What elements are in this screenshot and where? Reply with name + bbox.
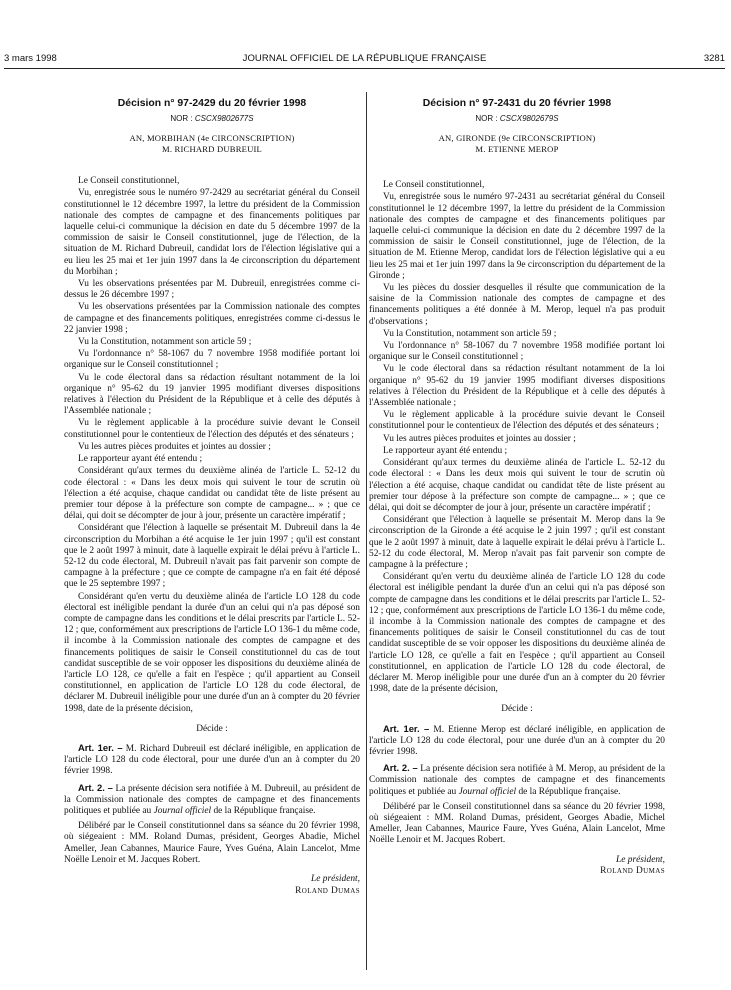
article-text: La présente décision sera notifiée à M. Dubreuil, au président de la Commission nationale des comptes de campagne et des financements politiques et publiée au xyxy=(64,783,360,816)
paragraph: Considérant que l'élection à laquelle se présentait M. Merop dans la 9e circonscription de la Gironde a été acquise le 2 juin 1997 ; qu'il est constant que le 2 août 1997 à minuit, date à laquelle expirait le délai prévu à l'article L. 52-12 du code électoral, M. Merop n'avait pas fait parvenir son compte de campagne à la préfecture ; xyxy=(369,515,665,570)
signature xyxy=(64,874,360,897)
signature xyxy=(369,855,665,878)
nor-label: NOR : xyxy=(170,114,193,124)
page-number: 3281 xyxy=(703,53,725,64)
paragraph: Vu, enregistrée sous le numéro 97-2429 au secrétariat général du Conseil constitutionnel le 12 décembre 1997, la lettre du président de la Commission nationale des comptes de campagne et des financements politiques par laquelle celui-ci communique la décision en date du 5 décembre 1997 de la commission de saisir le Conseil constitutionnel, juge de l'élection, de la situation de M. Richard Dubreuil, candidat lors de l'élection législative qui a eu lieu les 25 mai et 1er juin 1997 dans la 4e circonscription du département du Morbihan ; xyxy=(64,188,360,277)
header-rule xyxy=(4,68,725,69)
nor-code: CSCX9802677S xyxy=(194,114,254,124)
candidate-name: M. ETIENNE MEROP xyxy=(475,143,559,154)
nor-reference xyxy=(369,113,665,124)
paragraph: Vu le code électoral dans sa rédaction résultant notamment de la loi organique n° 95-62 du 19 janvier 1995 modifiant diverses dispositions relatives à l'élection du Président de la République et à celle des députés à l'Assemblée nationale ; xyxy=(369,364,665,409)
paragraph: Vu les pièces du dossier desquelles il résulte que communication de la saisine de la Commission nationale des comptes de campagne et des financements politiques a été donnée à M. Merop, lequel n'a pas produit d'observations ; xyxy=(369,283,665,327)
paragraph: Vu le règlement applicable à la procédure suivie devant le Conseil constitutionnel pour le contentieux de l'élection des députés et des sénateurs ; xyxy=(369,410,665,432)
paragraph: Le rapporteur ayant été entendu ; xyxy=(383,445,508,456)
article-1 xyxy=(369,723,665,759)
decision-body xyxy=(64,176,360,715)
paragraph: Vu les observations présentées par M. Dubreuil, enregistrées comme ci-dessus le 26 décembre 1997 ; xyxy=(64,279,360,301)
decision-column-left xyxy=(64,92,360,897)
article-label: Art. 2. – xyxy=(78,781,113,793)
paragraph: Considérant qu'aux termes du deuxième alinéa de l'article L. 52-12 du code électoral : « Dans les deux mois qui suivent le tour de scrutin où l'élection a été acquise, chaque candidat ou candidat tête de liste présent au premier tour dépose à la préfecture son compte de campagne... » ; que ce délai, qui doit se décompter de jour à jour, présente un caractère impératif ; xyxy=(369,458,665,513)
paragraph: Vu les observations présentées par la Commission nationale des comptes de campagne et des financements politiques, enregistrées comme ci-dessus le 22 janvier 1998 ; xyxy=(64,302,360,335)
issue-date: 3 mars 1998 xyxy=(4,53,57,64)
journal-officiel-mention: Journal officiel xyxy=(458,786,517,797)
article-text-end: de la République française. xyxy=(516,786,621,797)
article-text-end: de la République française. xyxy=(211,805,316,816)
paragraph: Le Conseil constitutionnel, xyxy=(78,176,180,187)
signature-name: Roland Dumas xyxy=(600,866,665,877)
decision-title: Décision n° 97-2431 du 20 février 1998 xyxy=(422,98,612,109)
paragraph: Considérant que l'élection à laquelle se présentait M. Dubreuil dans la 4e circonscription du Morbihan a été acquise le 1er juin 1997 ; qu'il est constant que le 2 août 1997 à minuit, date à laquelle expirait le délai prévu à l'article L. 52-12 du code électoral, M. Dubreuil n'avait pas fait parvenir son compte de campagne à la préfecture ; que ce compte de campagne n'a en fait été déposé que le 25 septembre 1997 ; xyxy=(64,523,360,590)
deliberation: Délibéré par le Conseil constitutionnel dans sa séance du 20 février 1998, où siégeaient : MM. Roland Dumas, président, Georges Abadie, Michel Ameller, Jean Cabannes, Maurice Faure, Yves Guéna, Alain Lancelot, Mme Noëlle Lenoir et M. Jacques Robert. xyxy=(64,821,360,865)
paragraph: Vu la Constitution, notamment son article 59 ; xyxy=(78,337,252,348)
article-2 xyxy=(64,782,360,818)
paragraph: Considérant qu'aux termes du deuxième alinéa de l'article L. 52-12 du code électoral : « Dans les deux mois qui suivent le tour de scrutin où l'élection a été acquise, chaque candidat ou candidat tête de liste présent au premier tour dépose à la préfecture son compte de campagne... » ; que ce délai, qui doit se décompter de jour à jour, présente un caractère impératif ; xyxy=(64,466,360,522)
signature-role: Le président, xyxy=(616,854,665,865)
article-text: M. Etienne Merop est déclaré inéligible, en application de l'article LO 128 du code électoral, pour une durée d'un an à compter du 20 février 1998. xyxy=(369,724,666,757)
paragraph: Vu les autres pièces produites et jointes au dossier ; xyxy=(78,441,271,452)
circonscription: AN, GIRONDE (9e CIRCONSCRIPTION) xyxy=(438,133,596,144)
paragraph: Vu l'ordonnance n° 58-1067 du 7 novembre 1958 modifiée portant loi organique sur le Conseil constitutionnel ; xyxy=(369,341,665,363)
paragraph: Vu le code électoral dans sa rédaction résultant notamment de la loi organique n° 95-62 du 19 janvier 1995 modifiant diverses dispositions relatives à l'élection du Président de la République et à celle des députés à l'Assemblée nationale ; xyxy=(64,372,360,417)
paragraph: Vu le règlement applicable à la procédure suivie devant le Conseil constitutionnel pour le contentieux de l'élection des députés et des sénateurs ; xyxy=(64,418,360,440)
nor-reference xyxy=(64,113,360,124)
paragraph: Vu, enregistrée sous le numéro 97-2431 au secrétariat général du Conseil constitutionnel le 12 décembre 1997, la lettre du président de la Commission nationale des comptes de campagne et des financements politiques par laquelle celui-ci communique la décision en date du 2 décembre 1997 de la commission de saisir le Conseil constitutionnel, juge de l'élection, de la situation de M. Etienne Merop, candidat lors de l'élection législative qui a eu lieu les 25 mai et 1er juin 1997 dans la 9e circonscription du département de la Gironde ; xyxy=(369,192,665,281)
paragraph: Considérant qu'en vertu du deuxième alinéa de l'article LO 128 du code électoral est inéligible pendant la durée d'un an celui qui n'a pas déposé son compte de campagne dans les conditions et le délai prescrits par l'article L. 52-12 ; que, conformément aux prescriptions de l'article LO 136-1 du même code, il incombe à la Commission nationale des comptes de campagne et des financements politiques de saisir le Conseil constitutionnel du cas de tout candidat susceptible de se voir opposer les dispositions du deuxième alinéa de l'article LO 128, ce qu'elle a fait en l'espèce ; qu'il appartient au Conseil constitutionnel, en application de l'article LO 128 du code électoral, de déclarer M. Merop inéligible pour une durée d'un an à compter du 20 février 1998, date de la présente décision, xyxy=(369,572,665,695)
deliberation: Délibéré par le Conseil constitutionnel dans sa séance du 20 février 1998, où siégeaient : MM. Roland Dumas, président, Georges Abadie, Michel Ameller, Jean Cabannes, Maurice Faure, Yves Guéna, Alain Lancelot, Mme Noëlle Lenoir et M. Jacques Robert. xyxy=(369,801,665,846)
article-1 xyxy=(64,742,360,778)
article-label: Art. 1er. – xyxy=(383,722,430,734)
nor-code: CSCX9802679S xyxy=(499,114,559,124)
page-header xyxy=(4,53,725,67)
paragraph: Le Conseil constitutionnel, xyxy=(383,180,485,191)
column-divider xyxy=(366,92,367,970)
signature-name: Roland Dumas xyxy=(295,885,360,896)
article-label: Art. 2. – xyxy=(383,762,418,774)
circonscription: AN, MORBIHAN (4e CIRCONSCRIPTION) xyxy=(129,133,295,144)
paragraph: Vu les autres pièces produites et jointes au dossier ; xyxy=(383,433,576,444)
journal-title: JOURNAL OFFICIEL DE LA RÉPUBLIQUE FRANÇAISE xyxy=(242,53,487,64)
paragraph: Le rapporteur ayant été entendu ; xyxy=(78,454,203,465)
decision-body xyxy=(369,180,665,695)
article-text: M. Richard Dubreuil est déclaré inéligible, en application de l'article LO 128 du code électoral, pour une durée d'un an à compter du 20 février 1998. xyxy=(64,743,361,777)
article-text: La présente décision sera notifiée à M. Merop, au président de la Commission nationale des comptes de campagne et des financements politiques et publiée au xyxy=(369,764,665,797)
paragraph: Considérant qu'en vertu du deuxième alinéa de l'article LO 128 du code électoral est inéligible pendant la durée d'un an celui qui n'a pas déposé son compte de campagne dans les conditions et le délai prescrits par l'article L. 52-12 ; que, conformément aux prescriptions de l'article LO 136-1 du même code, il incombe à la Commission nationale des comptes de campagne et des financements politiques de saisir le Conseil constitutionnel du cas de tout candidat susceptible de se voir opposer les dispositions du deuxième alinéa de l'article LO 128, ce qu'elle a fait en l'espèce ; qu'il appartient au Conseil constitutionnel, en application de l'article LO 128 du code électoral, de déclarer M. Dubreuil inéligible pour une durée d'un an à compter du 20 février 1998, date de la présente décision, xyxy=(64,591,360,714)
signature-role: Le président, xyxy=(311,874,360,884)
decide-heading: Décide : xyxy=(196,723,228,734)
article-2 xyxy=(369,762,665,798)
paragraph: Vu l'ordonnance n° 58-1067 du 7 novembre 1958 modifiée portant loi organique sur le Conseil constitutionnel ; xyxy=(64,349,360,371)
article-label: Art. 1er. – xyxy=(78,741,123,753)
journal-officiel-mention: Journal officiel xyxy=(153,805,212,816)
nor-label: NOR : xyxy=(475,114,498,124)
paragraph: Vu la Constitution, notamment son article 59 ; xyxy=(383,328,557,339)
decide-heading: Décide : xyxy=(501,704,533,715)
decision-title: Décision n° 97-2429 du 20 février 1998 xyxy=(117,98,307,109)
candidate-name: M. RICHARD DUBREUIL xyxy=(161,143,262,154)
decision-column-right xyxy=(369,92,665,878)
